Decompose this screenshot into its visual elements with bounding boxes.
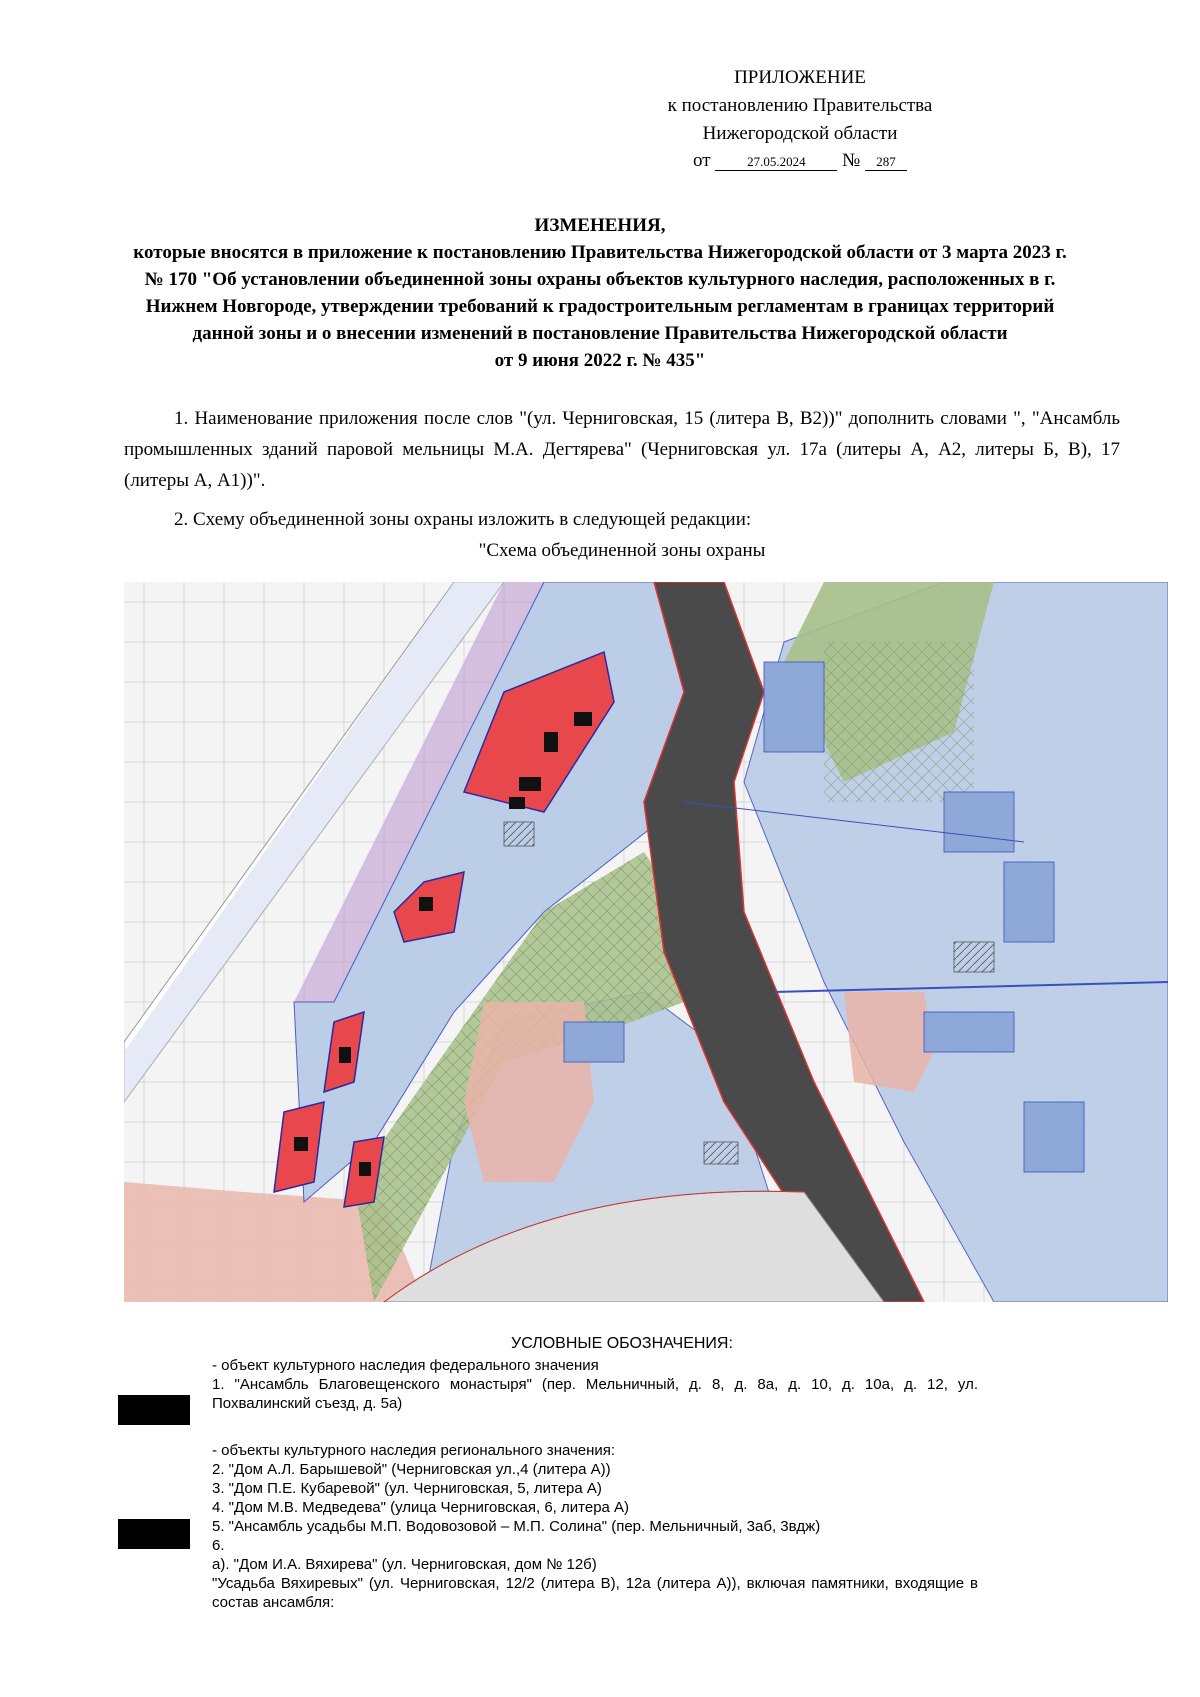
doc-subtitle-line5: от 9 июня 2022 г. № 435" bbox=[494, 350, 706, 371]
from-label: от bbox=[693, 150, 711, 171]
legend-regional-item-5: 5. "Ансамбль усадьбы М.П. Водовозовой – М.П. Солина" (пер. Мельничный, 3аб, 3вдж) bbox=[212, 1518, 821, 1535]
doc-subtitle-line2: № 170 "Об установлении объединенной зоны охраны объектов культурного наследия, расположенных в г. bbox=[144, 269, 1056, 290]
map-graphic bbox=[124, 582, 1168, 1302]
regional-object-swatch bbox=[118, 1519, 190, 1549]
appendix-label: ПРИЛОЖЕНИЕ bbox=[734, 67, 866, 88]
doc-subtitle-line1: которые вносятся в приложение к постановлению Правительства Нижегородской области от 3 марта 2023 г. bbox=[133, 242, 1067, 263]
legend-regional-item-2: 2. "Дом А.Л. Барышевой" (Черниговская ул.,4 (литера А)) bbox=[212, 1461, 611, 1478]
decree-date-row bbox=[580, 150, 1020, 172]
doc-subtitle-line3: Нижнем Новгороде, утверждении требований к градостроительным регламентам в границах территорий bbox=[145, 296, 1055, 317]
legend-regional-heading: - объекты культурного наследия регионального значения: bbox=[212, 1442, 616, 1459]
legend-regional-item-6b: "Усадьба Вяхиревых" (ул. Черниговская, 12/2 (литера В), 12а (литера А)), включая памятники, входящие в состав ансамбля: bbox=[212, 1575, 978, 1611]
legend-title: УСЛОВНЫЕ ОБОЗНАЧЕНИЯ: bbox=[511, 1335, 733, 1352]
paragraph-2: 2. Схему объединенной зоны охраны изложить в следующей редакции: bbox=[174, 509, 752, 530]
legend-regional-item-6: 6. bbox=[212, 1537, 225, 1554]
legend-regional-item-3: 3. "Дом П.Е. Кубаревой" (ул. Черниговская, 5, литера А) bbox=[212, 1480, 602, 1497]
legend-regional bbox=[212, 1441, 978, 1612]
legend-federal-item-1: 1. "Ансамбль Благовещенского монастыря" (пер. Мельничный, д. 8, д. 8а, д. 10, д. 10а, д. 12, ул. Похвалинский съезд, д. 5а) bbox=[212, 1376, 978, 1412]
doc-title: ИЗМЕНЕНИЯ, bbox=[534, 215, 666, 236]
paragraph-1: 1. Наименование приложения после слов "(ул. Черниговская, 15 (литера В, В2))" дополнить словами ", "Ансамбль промышленных зданий паровой мельницы М.А. Дегтярева" (Черниговская ул. 17а (литеры А, А2, литеры Б, В), 17 (литеры А, А1))". bbox=[124, 408, 1120, 491]
federal-object-swatch bbox=[118, 1395, 190, 1425]
protection-zone-map bbox=[124, 582, 1168, 1302]
legend-regional-item-6a: а). "Дом И.А. Вяхирева" (ул. Черниговская, дом № 12б) bbox=[212, 1556, 597, 1573]
map-caption: "Схема объединенной зоны охраны bbox=[478, 540, 766, 561]
appendix-ref-region: Нижегородской области bbox=[702, 123, 898, 144]
appendix-ref-line: к постановлению Правительства bbox=[667, 95, 933, 116]
decree-date: 27.05.2024 bbox=[715, 154, 837, 171]
doc-subtitle-line4: данной зоны и о внесении изменений в постановление Правительства Нижегородской области bbox=[192, 323, 1008, 344]
number-label: № bbox=[842, 150, 861, 171]
legend-federal-heading: - объект культурного наследия федерального значения bbox=[212, 1357, 599, 1374]
legend-federal bbox=[212, 1356, 978, 1413]
decree-number: 287 bbox=[865, 154, 907, 171]
legend-regional-item-4: 4. "Дом М.В. Медведева" (улица Черниговская, 6, литера А) bbox=[212, 1499, 630, 1516]
